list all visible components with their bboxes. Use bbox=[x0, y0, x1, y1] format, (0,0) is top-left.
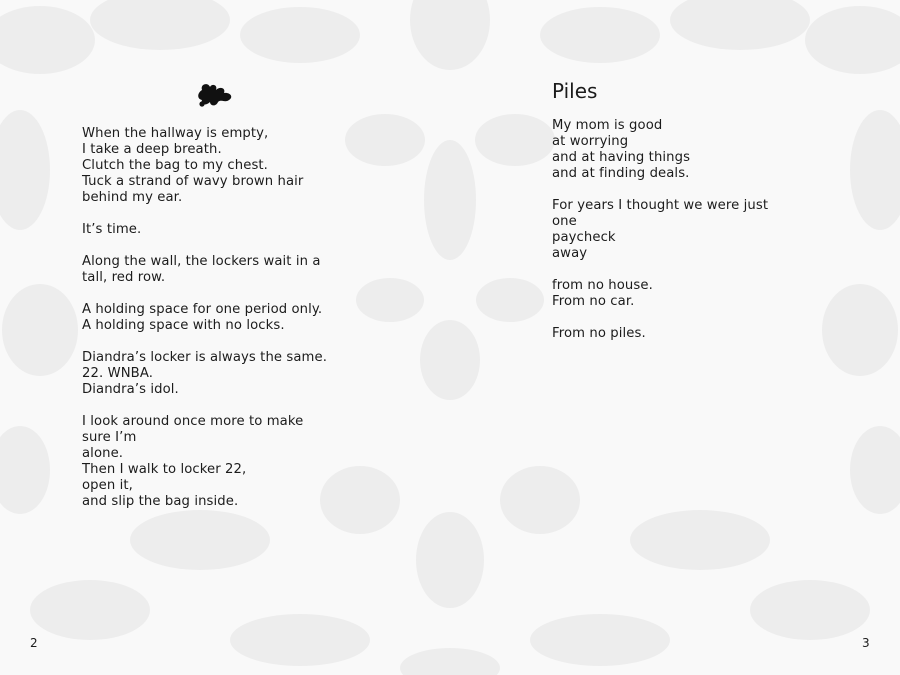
poem-line: Along the wall, the lockers wait in a bbox=[82, 254, 321, 269]
poem-line: behind my ear. bbox=[82, 190, 183, 205]
poem-line: open it, bbox=[82, 478, 133, 493]
stanza bbox=[552, 326, 852, 342]
poem-line: I take a deep breath. bbox=[82, 142, 222, 157]
stanza bbox=[552, 278, 852, 310]
stanza bbox=[82, 254, 382, 286]
page-number-right: 3 bbox=[862, 636, 870, 650]
poem-line: paycheck bbox=[552, 230, 616, 245]
right-page bbox=[450, 0, 900, 675]
poem-line: alone. bbox=[82, 446, 124, 461]
poem-line: A holding space for one period only. bbox=[82, 302, 323, 317]
poem-line: From no car. bbox=[552, 294, 635, 309]
poem-line: sure I’m bbox=[82, 430, 137, 445]
poem-line: I look around once more to make bbox=[82, 414, 304, 429]
poem-line: When the hallway is empty, bbox=[82, 126, 269, 141]
poem-line: and at having things bbox=[552, 150, 691, 165]
poem-line: For years I thought we were just bbox=[552, 198, 769, 213]
poem-line: A holding space with no locks. bbox=[82, 318, 285, 333]
stanza bbox=[552, 118, 852, 182]
poem-title: Piles bbox=[552, 79, 598, 103]
poem-line: and slip the bag inside. bbox=[82, 494, 239, 509]
right-poem bbox=[552, 118, 852, 358]
page-number-left: 2 bbox=[30, 636, 38, 650]
poem-line: From no piles. bbox=[552, 326, 646, 341]
poem-line: My mom is good bbox=[552, 118, 663, 133]
poem-line: at worrying bbox=[552, 134, 629, 149]
poem-line: tall, red row. bbox=[82, 270, 166, 285]
poem-line: It’s time. bbox=[82, 222, 142, 237]
poem-line: away bbox=[552, 246, 588, 261]
poem-line: 22. WNBA. bbox=[82, 366, 153, 381]
stanza bbox=[82, 222, 382, 238]
poem-line: one bbox=[552, 214, 577, 229]
stanza bbox=[82, 126, 382, 206]
ink-blob-icon bbox=[196, 80, 234, 108]
poem-line: Then I walk to locker 22, bbox=[82, 462, 247, 477]
poem-line: and at finding deals. bbox=[552, 166, 690, 181]
poem-line: from no house. bbox=[552, 278, 653, 293]
left-poem bbox=[82, 126, 382, 526]
poem-line: Clutch the bag to my chest. bbox=[82, 158, 268, 173]
stanza bbox=[552, 198, 852, 262]
poem-line: Diandra’s idol. bbox=[82, 382, 179, 397]
stanza bbox=[82, 350, 382, 398]
stanza bbox=[82, 414, 382, 510]
stanza bbox=[82, 302, 382, 334]
poem-line: Tuck a strand of wavy brown hair bbox=[82, 174, 304, 189]
poem-line: Diandra’s locker is always the same. bbox=[82, 350, 328, 365]
